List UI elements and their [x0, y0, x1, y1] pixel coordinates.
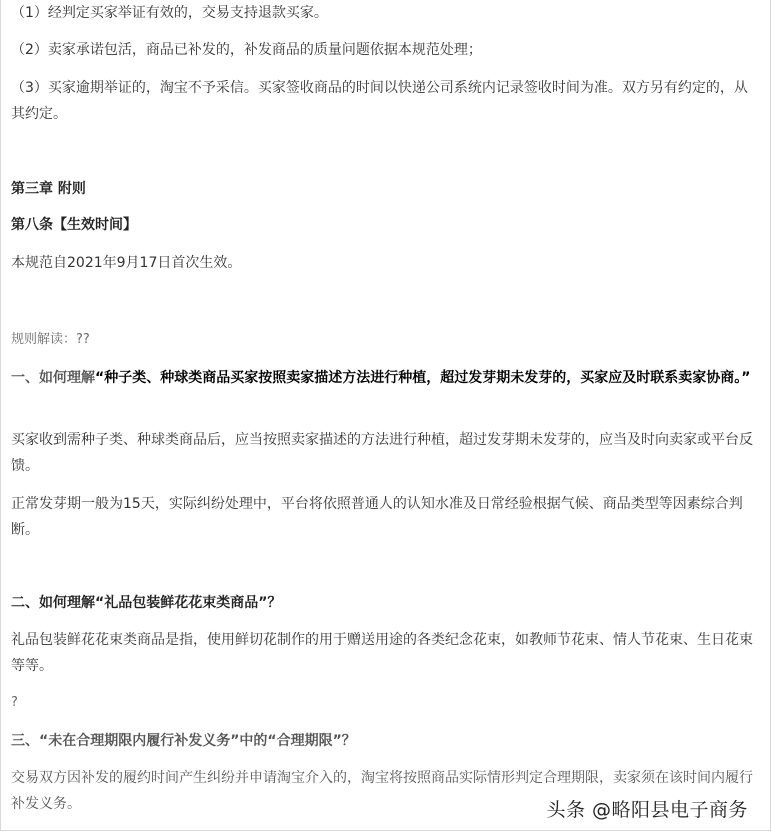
interpretation-label: 规则解读：?? — [11, 332, 90, 347]
question-2-answer: 礼品包装鲜花花束类商品是指，使用鲜切花制作的用于赠送用途的各类纪念花束，如教师节花束、情人节花束、生日花束等等。 — [11, 632, 753, 674]
paragraph-item-2: （2）卖家承诺包活，商品已补发的，补发商品的质量问题依据本规范处理； — [11, 42, 482, 58]
question-1-answer-2: 正常发芽期一般为15天，实际纠纷处理中，平台将依照普通人的认知水准及日常经验根据气候、商品类型等因素综合判断。 — [11, 496, 743, 538]
watermark-text: 头条 @略阳县电子商务 — [546, 799, 748, 821]
question-2-heading: 二、如何理解“礼品包装鲜花花束类商品”？ — [11, 595, 282, 611]
question-3-heading: 三、“未在合理期限内履行补发义务”中的“合理期限”？ — [11, 733, 356, 749]
chapter-heading: 第三章 附则 — [11, 181, 86, 197]
paragraph-item-3: （3）买家逾期举证的，淘宝不予采信。买家签收商品的时间以快递公司系统内记录签收时间为准。双方另有约定的，从其约定。 — [11, 80, 748, 122]
paragraph-item-1: （1）经判定买家举证有效的，交易支持退款买家。 — [11, 5, 328, 21]
question-1-heading — [11, 365, 759, 391]
effective-date-text: 本规范自2021年9月17日首次生效。 — [11, 255, 242, 271]
question-1-answer-1: 买家收到需种子类、种球类商品后，应当按照卖家描述的方法进行种植，超过发芽期未发芽的，应当及时向卖家或平台反馈。 — [11, 432, 753, 474]
article-heading: 第八条【生效时间】 — [11, 217, 137, 233]
question-3-answer: 交易双方因补发的履约时间产生纠纷并申请淘宝介入的，淘宝将按照商品实际情形判定合理期限，卖家须在该时间内履行补发义务。 — [11, 770, 753, 812]
stray-mark: ? — [11, 695, 18, 710]
question-1-quote: “种子类、种球类商品买家按照卖家描述方法进行种植，超过发芽期未发芽的，买家应及时联系卖家协商。” — [95, 370, 751, 386]
question-1-prefix: 一、如何理解 — [11, 370, 95, 386]
